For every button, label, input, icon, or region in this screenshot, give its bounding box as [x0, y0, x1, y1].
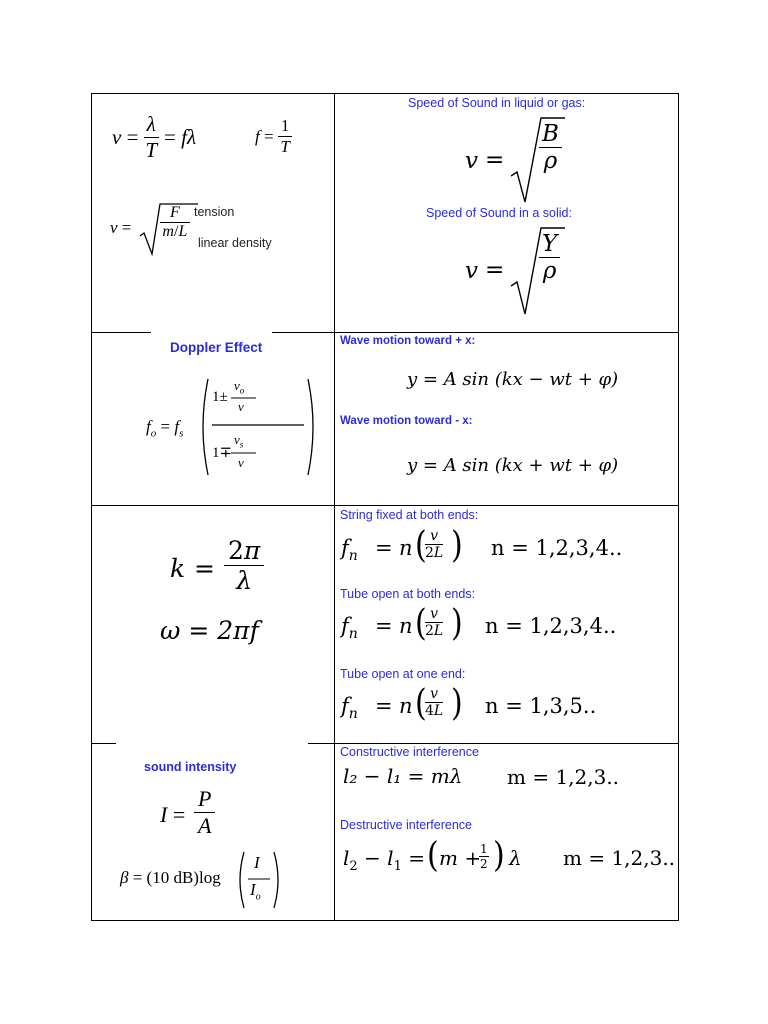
wave-speed-equation: v = $\frac{\lambda}{T}$ = fλ — [112, 112, 197, 162]
cell-wave-basics — [92, 94, 334, 332]
decibel-equation: β = (10 dB)log I $I_o$ — [120, 850, 330, 910]
liquid-gas-equation: v = $\frac{B}{\rho}$ — [465, 114, 585, 204]
constructive-equation: l₂ − l₁ = mλ — [343, 764, 463, 788]
tension-label: tension — [194, 205, 235, 219]
solid-title: Speed of Sound in a solid: — [426, 206, 572, 220]
cell-wave-numbers — [92, 506, 334, 743]
wave-minus-equation: y = A sin (kx + wt + φ) — [407, 455, 619, 476]
doppler-equation: $f_o = f_s$ 1± $v_o$ v 1∓ $v_s$ v — [146, 377, 326, 477]
cell-harmonics — [335, 506, 678, 743]
string-speed-equation: v = $\frac{F}{m/L}$ — [110, 202, 190, 258]
tube-open-both-equation: $f_n$ = n ( $\frac{v}{2L}$ ) n = 1,2,3,4.. — [341, 602, 617, 645]
angular-frequency-equation: ω = 2πf — [160, 616, 259, 645]
frequency-period-equation: f = $\frac{1}{T}$ — [255, 116, 292, 157]
table-border-bottom — [91, 920, 679, 921]
tube-open-both-title: Tube open at both ends: — [340, 587, 476, 601]
sound-intensity-title: sound intensity — [144, 760, 237, 774]
cell-sound-intensity — [92, 744, 334, 920]
linear-density-label: linear density — [198, 236, 272, 250]
string-n-values: n = 1,2,3,4.. — [491, 536, 623, 560]
constructive-m-values: m = 1,2,3.. — [507, 765, 620, 789]
wave-plus-title: Wave motion toward + x: — [340, 335, 476, 347]
doppler-title: Doppler Effect — [170, 340, 263, 355]
cell-wave-motion — [335, 333, 678, 505]
wave-number-equation: k = $\frac{2\pi}{\lambda}$ — [170, 536, 330, 600]
tube-open-both-n-values: n = 1,2,3,4.. — [485, 614, 617, 638]
destructive-title: Destructive interference — [340, 818, 473, 832]
tube-open-one-title: Tube open at one end: — [340, 667, 466, 681]
destructive-m-values: m = 1,2,3.. — [563, 846, 676, 870]
solid-equation: v = $\frac{Y}{\rho}$ — [465, 224, 585, 316]
cell-speed-of-sound — [335, 94, 678, 332]
string-fixed-title: String fixed at both ends: — [340, 508, 479, 522]
destructive-equation: $l_2 - l_1$ = ( m + $\frac{1}{2}$ ) λ — [343, 835, 522, 876]
liquid-gas-title: Speed of Sound in liquid or gas: — [408, 96, 586, 110]
tube-open-one-equation: $f_n$ = n ( $\frac{v}{4L}$ ) n = 1,3,5.. — [341, 682, 597, 725]
tube-open-one-n-values: n = 1,3,5.. — [485, 694, 597, 718]
string-harmonic-equation: $f_n$ = n ( $\frac{v}{2L}$ ) n = 1,2,3,4.. — [341, 524, 623, 567]
wave-plus-equation: y = A sin (kx − wt + φ) — [407, 369, 619, 390]
table-border-right — [678, 93, 679, 921]
wave-minus-title: Wave motion toward - x: — [340, 415, 473, 427]
cell-doppler — [92, 333, 334, 505]
constructive-title: Constructive interference — [340, 745, 479, 759]
cell-interference — [335, 744, 678, 920]
intensity-equation: I = $\frac{P}{A}$ — [160, 786, 260, 846]
